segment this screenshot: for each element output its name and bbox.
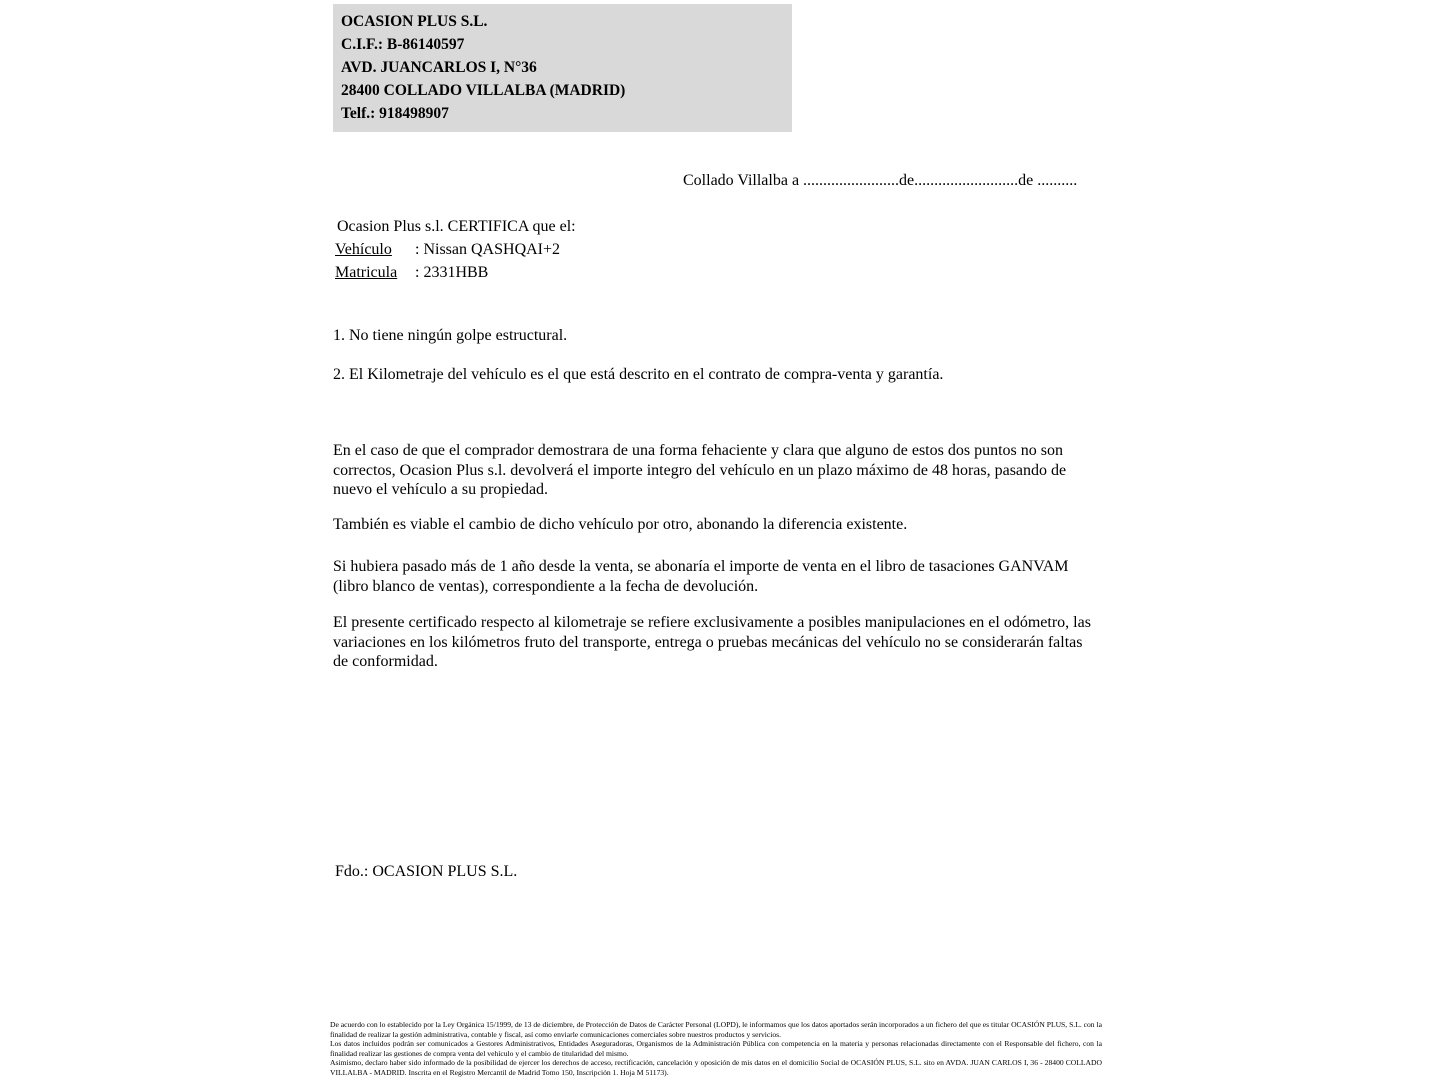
company-phone: Telf.: 918498907 bbox=[341, 105, 449, 122]
plate-value: : 2331HBB bbox=[415, 264, 489, 281]
plate-label: Matricula bbox=[335, 264, 398, 281]
company-address: AVD. JUANCARLOS I, N°36 bbox=[341, 59, 537, 76]
body-paragraph-3: Si hubiera pasado más de 1 año desde la venta, se abonaría el importe de venta en el libro de tasaciones GANVAM (libro blanco de ventas), correspondiente a la fecha de devolución. bbox=[333, 558, 1069, 595]
legal-footer-paragraph-1: De acuerdo con lo establecido por la Ley Orgánica 15/1999, de 13 de diciembre, de Protección de Datos de Carácter Personal (LOPD), le informamos que los datos aportados serán incorporados a un fichero del que es titular OCASIÓN PLUS, S.L. con la finalidad de realizar la gestión administrativa, contable y fiscal, así como enviarle comunicaciones comerciales sobre nuestros productos y servicios. bbox=[330, 1020, 1102, 1039]
date-line: Collado Villalba a ........................de..........................de .......... bbox=[683, 172, 1078, 189]
vehicle-value: : Nissan QASHQAI+2 bbox=[415, 241, 561, 258]
body-paragraph-1: En el caso de que el comprador demostrara de una forma fehaciente y clara que alguno de estos dos puntos no son correctos, Ocasion Plus s.l. devolverá el importe integro del vehículo en un plazo máximo de 48 horas, pasando de nuevo el vehículo a su propiedad. bbox=[333, 442, 1067, 498]
body-paragraph-2: También es viable el cambio de dicho vehículo por otro, abonando la diferencia existente. bbox=[333, 516, 908, 533]
vehicle-row bbox=[335, 241, 560, 259]
vehicle-label: Vehículo bbox=[335, 241, 392, 258]
point-item-2: 2. El Kilometraje del vehículo es el que está descrito en el contrato de compra-venta y garantía. bbox=[333, 366, 944, 383]
legal-footer bbox=[330, 1020, 1102, 1078]
company-cif: C.I.F.: B-86140597 bbox=[341, 36, 465, 53]
company-name: OCASION PLUS S.L. bbox=[341, 13, 488, 30]
certification-intro: Ocasion Plus s.l. CERTIFICA que el: bbox=[337, 218, 576, 235]
legal-footer-paragraph-3: Asimismo, declaro haber sido informado de la posibilidad de ejercer los derechos de acceso, rectificación, cancelación y oposición de mis datos en el domicilio Social de OCASIÓN PLUS, S.L. sito en AVDA. JUAN CARLOS I, 36 - 28400 COLLADO VILLALBA - MADRID. Inscrita en el Registro Mercantil de Madrid Tomo 150, Inscripción 1. Hoja M 51173). bbox=[330, 1058, 1102, 1077]
body-paragraph-4: El presente certificado respecto al kilometraje se refiere exclusivamente a posibles manipulaciones en el odómetro, las variaciones en los kilómetros fruto del transporte, entrega o pruebas mecánicas del vehículo no se considerarán faltas de conformidad. bbox=[333, 614, 1091, 670]
legal-footer-paragraph-2: Los datos incluidos podrán ser comunicados a Gestores Administrativos, Entidades Aseguradoras, Organismos de la Administración Pública con competencia en la materia y personas relacionadas directamente con el Responsable del fichero, con la finalidad realizar las gestiones de compra venta del vehículo y el cambio de titularidad del mismo. bbox=[330, 1039, 1102, 1058]
plate-row bbox=[335, 264, 488, 282]
point-item-1: 1. No tiene ningún golpe estructural. bbox=[333, 327, 568, 344]
signature-line: Fdo.: OCASION PLUS S.L. bbox=[335, 863, 518, 880]
company-city: 28400 COLLADO VILLALBA (MADRID) bbox=[341, 82, 626, 99]
company-header-box bbox=[333, 4, 792, 132]
